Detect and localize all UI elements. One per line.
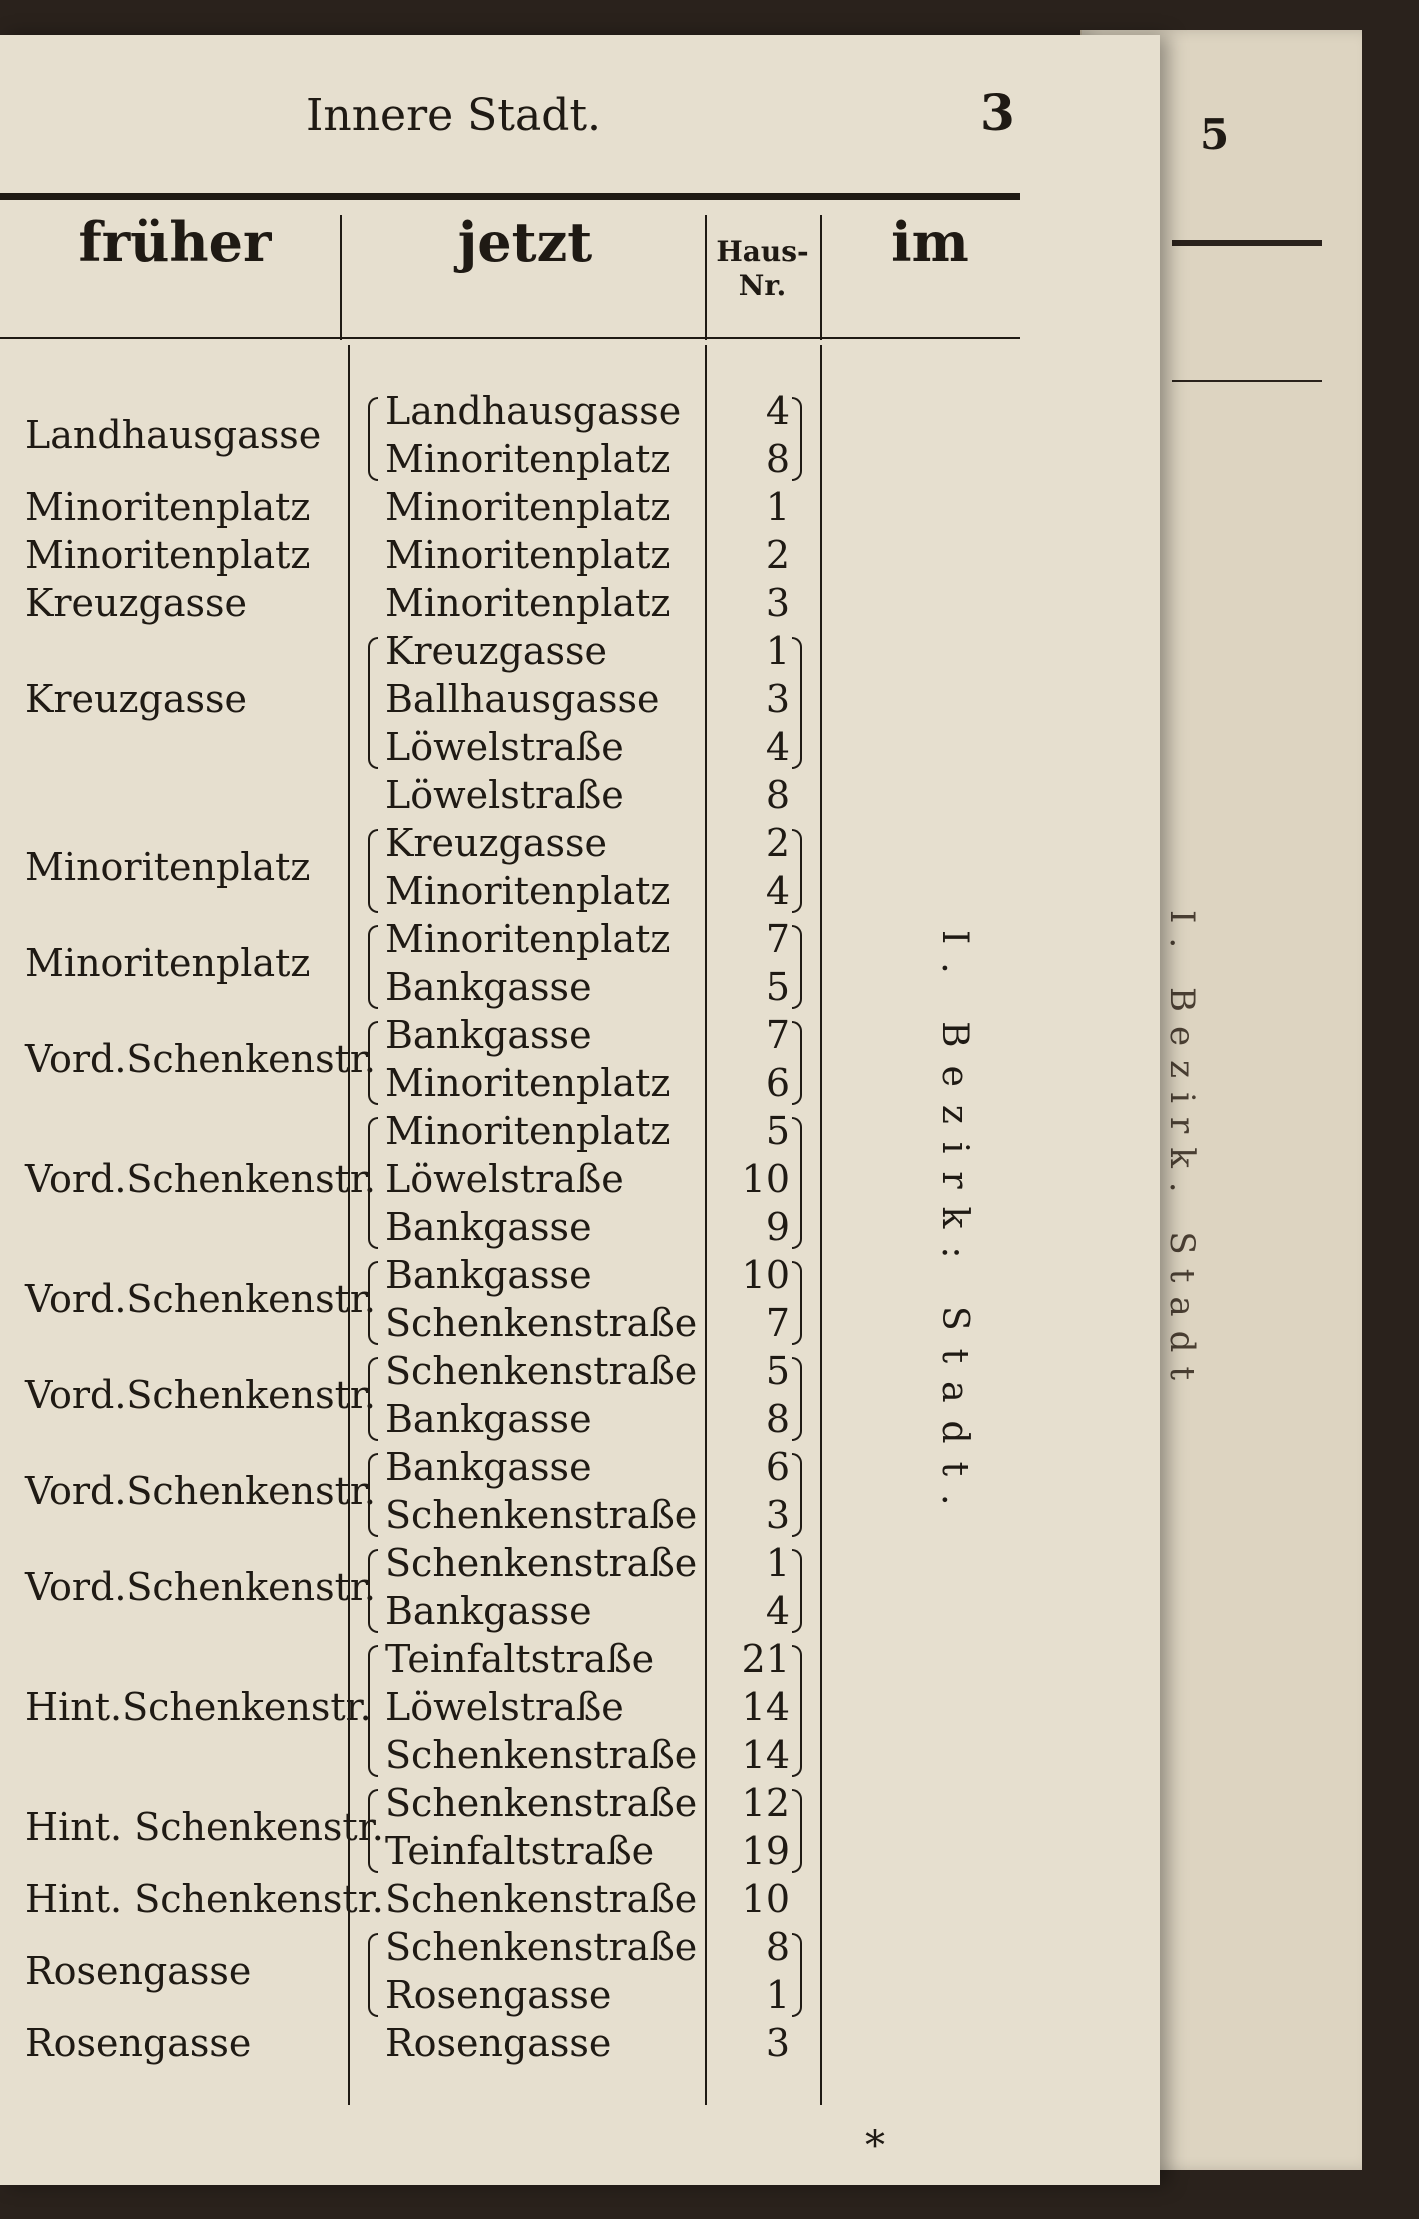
house-number: 8: [765, 1397, 790, 1441]
earlier-street-name: Hint. Schenkenstr.: [25, 1805, 384, 1849]
current-street-name: Landhausgasse: [385, 389, 682, 433]
house-number: 19: [741, 1829, 790, 1873]
earlier-street-name: Hint. Schenkenstr.: [25, 1877, 384, 1921]
grouping-brace: [368, 1933, 378, 2017]
current-street-name: Schenkenstraße: [385, 1733, 698, 1777]
earlier-street-name: Vord.Schenkenstr.: [25, 1565, 376, 1609]
current-street-name: Bankgasse: [385, 1445, 592, 1489]
current-street-name: Schenkenstraße: [385, 1349, 698, 1393]
current-street-name: Minoritenplatz: [385, 869, 671, 913]
current-street-name: Schenkenstraße: [385, 1925, 698, 1969]
current-street-name: Kreuzgasse: [385, 629, 608, 673]
current-street-name: Löwelstraße: [385, 725, 624, 769]
earlier-street-name: Rosengasse: [25, 1949, 252, 1993]
house-number: 2: [765, 533, 790, 577]
current-street-name: Schenkenstraße: [385, 1301, 698, 1345]
grouping-brace: [792, 1357, 802, 1441]
column-header-house-no: Haus-Nr.: [716, 235, 809, 302]
house-number: 8: [765, 773, 790, 817]
column-header-now: jetzt: [457, 210, 593, 274]
house-number: 10: [741, 1157, 790, 1201]
current-street-name: Rosengasse: [385, 1973, 612, 2017]
column-divider: [340, 215, 342, 340]
earlier-street-name: Vord.Schenkenstr.: [25, 1037, 376, 1081]
grouping-brace: [792, 1645, 802, 1777]
current-street-name: Schenkenstraße: [385, 1781, 698, 1825]
grouping-brace: [368, 637, 378, 769]
house-number: 1: [765, 485, 790, 529]
house-number: 1: [765, 1541, 790, 1585]
house-number: 14: [741, 1733, 790, 1777]
current-street-name: Minoritenplatz: [385, 533, 671, 577]
earlier-street-name: Kreuzgasse: [25, 677, 248, 721]
earlier-street-name: Vord.Schenkenstr.: [25, 1157, 376, 1201]
house-number: 9: [765, 1205, 790, 1249]
earlier-street-name: Rosengasse: [25, 2021, 252, 2065]
grouping-brace: [368, 1357, 378, 1441]
current-street-name: Minoritenplatz: [385, 581, 671, 625]
facing-page-vertical-label: I. Bezirk. Stadt: [1162, 910, 1202, 1395]
house-number: 7: [765, 1301, 790, 1345]
register-page: [0, 35, 1160, 2185]
column-header-earlier: früher: [78, 210, 272, 274]
house-number: 8: [765, 1925, 790, 1969]
house-number: 3: [765, 581, 790, 625]
page-number: 3: [980, 83, 1015, 142]
house-number: 4: [765, 1589, 790, 1633]
column-header-in: im: [891, 210, 969, 274]
earlier-street-name: Landhausgasse: [25, 413, 322, 457]
house-number: 5: [765, 1349, 790, 1393]
house-number: 12: [741, 1781, 790, 1825]
district-label: I. Bezirk: Stadt.: [934, 930, 975, 1524]
grouping-brace: [792, 397, 802, 481]
grouping-brace: [368, 1021, 378, 1105]
current-street-name: Bankgasse: [385, 1589, 592, 1633]
grouping-brace: [368, 925, 378, 1009]
current-street-name: Bankgasse: [385, 965, 592, 1009]
current-street-name: Bankgasse: [385, 1253, 592, 1297]
column-divider: [820, 345, 822, 2105]
grouping-brace: [368, 1453, 378, 1537]
earlier-street-name: Minoritenplatz: [25, 941, 311, 985]
current-street-name: Schenkenstraße: [385, 1493, 698, 1537]
earlier-street-name: Vord.Schenkenstr.: [25, 1277, 376, 1321]
house-number: 3: [765, 677, 790, 721]
earlier-street-name: Hint.Schenkenstr.: [25, 1685, 372, 1729]
earlier-street-name: Minoritenplatz: [25, 485, 311, 529]
house-number: 2: [765, 821, 790, 865]
footer-asterisk: *: [865, 2123, 885, 2169]
house-number: 6: [765, 1061, 790, 1105]
grouping-brace: [792, 1117, 802, 1249]
grouping-brace: [368, 1645, 378, 1777]
house-number: 5: [765, 1109, 790, 1153]
current-street-name: Ballhausgasse: [385, 677, 660, 721]
grouping-brace: [792, 1789, 802, 1873]
facing-page-rule: [1172, 380, 1322, 382]
column-divider: [705, 215, 707, 340]
earlier-street-name: Vord.Schenkenstr.: [25, 1469, 376, 1513]
house-number: 14: [741, 1685, 790, 1729]
earlier-street-name: Vord.Schenkenstr.: [25, 1373, 376, 1417]
current-street-name: Löwelstraße: [385, 1157, 624, 1201]
house-number: 4: [765, 389, 790, 433]
facing-page-number: 5: [1200, 110, 1230, 159]
grouping-brace: [792, 1021, 802, 1105]
grouping-brace: [368, 1549, 378, 1633]
grouping-brace: [368, 1789, 378, 1873]
house-number: 10: [741, 1877, 790, 1921]
current-street-name: Minoritenplatz: [385, 1061, 671, 1105]
grouping-brace: [792, 1261, 802, 1345]
current-street-name: Schenkenstraße: [385, 1541, 698, 1585]
grouping-brace: [368, 1261, 378, 1345]
page-title: Innere Stadt.: [306, 90, 602, 141]
earlier-street-name: Minoritenplatz: [25, 533, 311, 577]
current-street-name: Minoritenplatz: [385, 1109, 671, 1153]
house-number: 7: [765, 917, 790, 961]
current-street-name: Löwelstraße: [385, 773, 624, 817]
house-number: 1: [765, 1973, 790, 2017]
house-number: 7: [765, 1013, 790, 1057]
house-number: 3: [765, 1493, 790, 1537]
house-number: 21: [741, 1637, 790, 1681]
current-street-name: Kreuzgasse: [385, 821, 608, 865]
current-street-name: Teinfaltstraße: [385, 1829, 655, 1873]
grouping-brace: [792, 1453, 802, 1537]
house-number: 4: [765, 725, 790, 769]
grouping-brace: [792, 829, 802, 913]
house-number: 4: [765, 869, 790, 913]
current-street-name: Minoritenplatz: [385, 437, 671, 481]
grouping-brace: [792, 1549, 802, 1633]
current-street-name: Minoritenplatz: [385, 485, 671, 529]
house-number: 5: [765, 965, 790, 1009]
column-divider: [705, 345, 707, 2105]
grouping-brace: [368, 829, 378, 913]
grouping-brace: [792, 1933, 802, 2017]
facing-page-rule: [1172, 240, 1322, 246]
house-number: 6: [765, 1445, 790, 1489]
header-rule: [0, 193, 1020, 200]
grouping-brace: [368, 397, 378, 481]
current-street-name: Löwelstraße: [385, 1685, 624, 1729]
house-number: 1: [765, 629, 790, 673]
current-street-name: Schenkenstraße: [385, 1877, 698, 1921]
house-number: 8: [765, 437, 790, 481]
house-number: 3: [765, 2021, 790, 2065]
earlier-street-name: Kreuzgasse: [25, 581, 248, 625]
grouping-brace: [368, 1117, 378, 1249]
current-street-name: Minoritenplatz: [385, 917, 671, 961]
grouping-brace: [792, 925, 802, 1009]
current-street-name: Teinfaltstraße: [385, 1637, 655, 1681]
current-street-name: Rosengasse: [385, 2021, 612, 2065]
column-header-rule: [0, 337, 1020, 339]
current-street-name: Bankgasse: [385, 1205, 592, 1249]
current-street-name: Bankgasse: [385, 1397, 592, 1441]
earlier-street-name: Minoritenplatz: [25, 845, 311, 889]
house-number: 10: [741, 1253, 790, 1297]
column-divider: [820, 215, 822, 340]
grouping-brace: [792, 637, 802, 769]
current-street-name: Bankgasse: [385, 1013, 592, 1057]
